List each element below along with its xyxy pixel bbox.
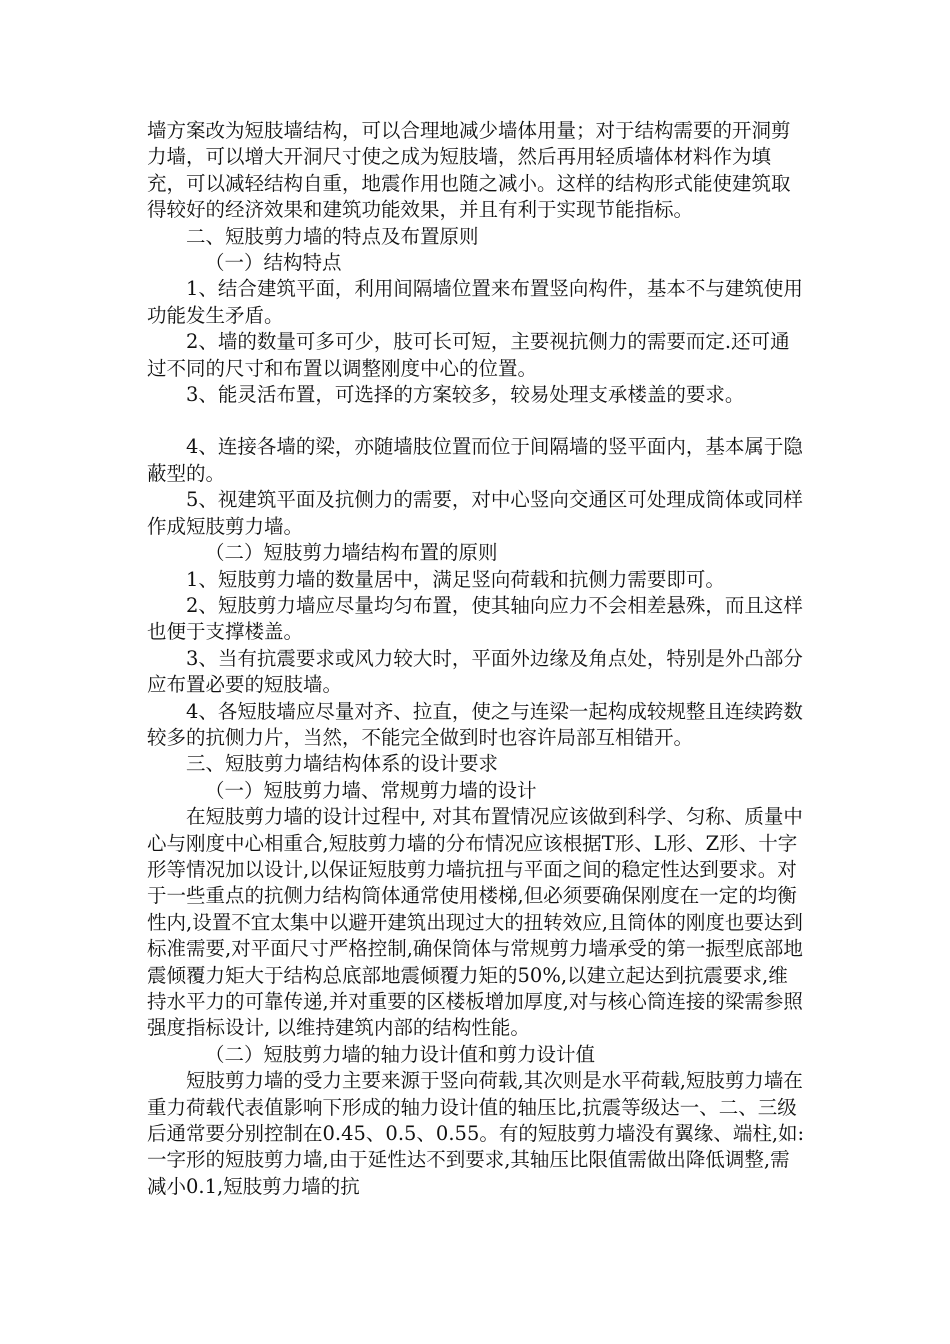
- list-paragraph: 1、短肢剪力墙的数量居中，满足竖向荷载和抗侧力需要即可。: [186, 567, 725, 591]
- body-paragraph: 短肢剪力墙的受力主要来源于竖向荷载,其次则是水平荷载,短肢剪力墙在重力荷载代表值影响下形成的轴力设计值的轴压比,抗震等级达一、二、三级后通常要分别控制在0.45、0.5、0.55。有的短肢剪力墙没有翼缘、端柱,如:一字形的短肢剪力墙,由于延性达不到要求,其轴压比限值需做出降低调整,需减小0.1,短肢剪力墙的抗: [147, 1069, 805, 1198]
- list-paragraph: 2、墙的数量可多可少，肢可长可短，主要视抗侧力的需要而定.还可通过不同的尺寸和布置以调整刚度中心的位置。: [147, 330, 790, 380]
- list-paragraph: 3、当有抗震要求或风力较大时，平面外边缘及角点处，特别是外凸部分应布置必要的短肢墙。: [147, 646, 803, 697]
- list-paragraph: 2、短肢剪力墙应尽量均匀布置，使其轴向应力不会相差悬殊，而且这样也便于支撑楼盖。: [147, 593, 803, 644]
- body-paragraph: 墙方案改为短肢墙结构，可以合理地减少墙体用量；对于结构需要的开洞剪力墙，可以增大开洞尺寸使之成为短肢墙，然后再用轻质墙体材料作为填充，可以减轻结构自重，地震作用也随之减小。这样的结构形式能使建筑取得较好的经济效果和建筑功能效果，并且有利于实现节能指标。: [147, 119, 791, 222]
- subsection-heading: （二）短肢剪力墙的轴力设计值和剪力设计值: [205, 1042, 596, 1066]
- body-paragraph: 在短肢剪力墙的设计过程中, 对其布置情况应该做到科学、匀称、质量中心与刚度中心相重合,短肢剪力墙的分布情况应该根据T形、L形、Z形、十字形等情况加以设计,以保证短肢剪力墙抗扭与平面之间的稳定性达到要求。对于一些重点的抗侧力结构筒体通常使用楼梯,但必须要确保刚度在一定的均衡性内,设置不宜太集中以避开建筑出现过大的扭转效应,且筒体的刚度也要达到标准需要,对平面尺寸严格控制,确保筒体与常规剪力墙承受的第一振型底部地震倾覆力矩大于结构总底部地震倾覆力矩的50%,以建立起达到抗震要求,维持水平力的可靠传递,并对重要的区楼板增加厚度,对与核心筒连接的梁需参照强度指标设计, 以维持建筑内部的结构性能。: [147, 805, 803, 1040]
- list-paragraph: 1、结合建筑平面，利用间隔墙位置来布置竖向构件，基本不与建筑使用功能发生矛盾。: [147, 277, 803, 327]
- list-paragraph: 4、各短肢墙应尽量对齐、拉直，使之与连梁一起构成较规整且连续跨数较多的抗侧力片，当然，不能完全做到时也容许局部互相错开。: [147, 699, 803, 749]
- subsection-heading: （二）短肢剪力墙结构布置的原则: [205, 541, 498, 565]
- list-paragraph: 3、能灵活布置，可选择的方案较多，较易处理支承楼盖的要求。: [186, 383, 745, 407]
- section-heading: 三、短肢剪力墙结构体系的设计要求: [186, 752, 499, 776]
- list-paragraph: 5、视建筑平面及抗侧力的需要，对中心竖向交通区可处理成筒体或同样作成短肢剪力墙。: [147, 488, 803, 538]
- document-page: [147, 118, 807, 1200]
- section-heading: 二、短肢剪力墙的特点及布置原则: [186, 224, 479, 248]
- subsection-heading: （一）短肢剪力墙、常规剪力墙的设计: [205, 778, 537, 802]
- subsection-heading: （一）结构特点: [205, 251, 342, 275]
- list-paragraph: 4、连接各墙的梁，亦随墙肢位置而位于间隔墙的竖平面内，基本属于隐蔽型的。: [147, 435, 803, 485]
- paragraph-spacer: [147, 408, 807, 434]
